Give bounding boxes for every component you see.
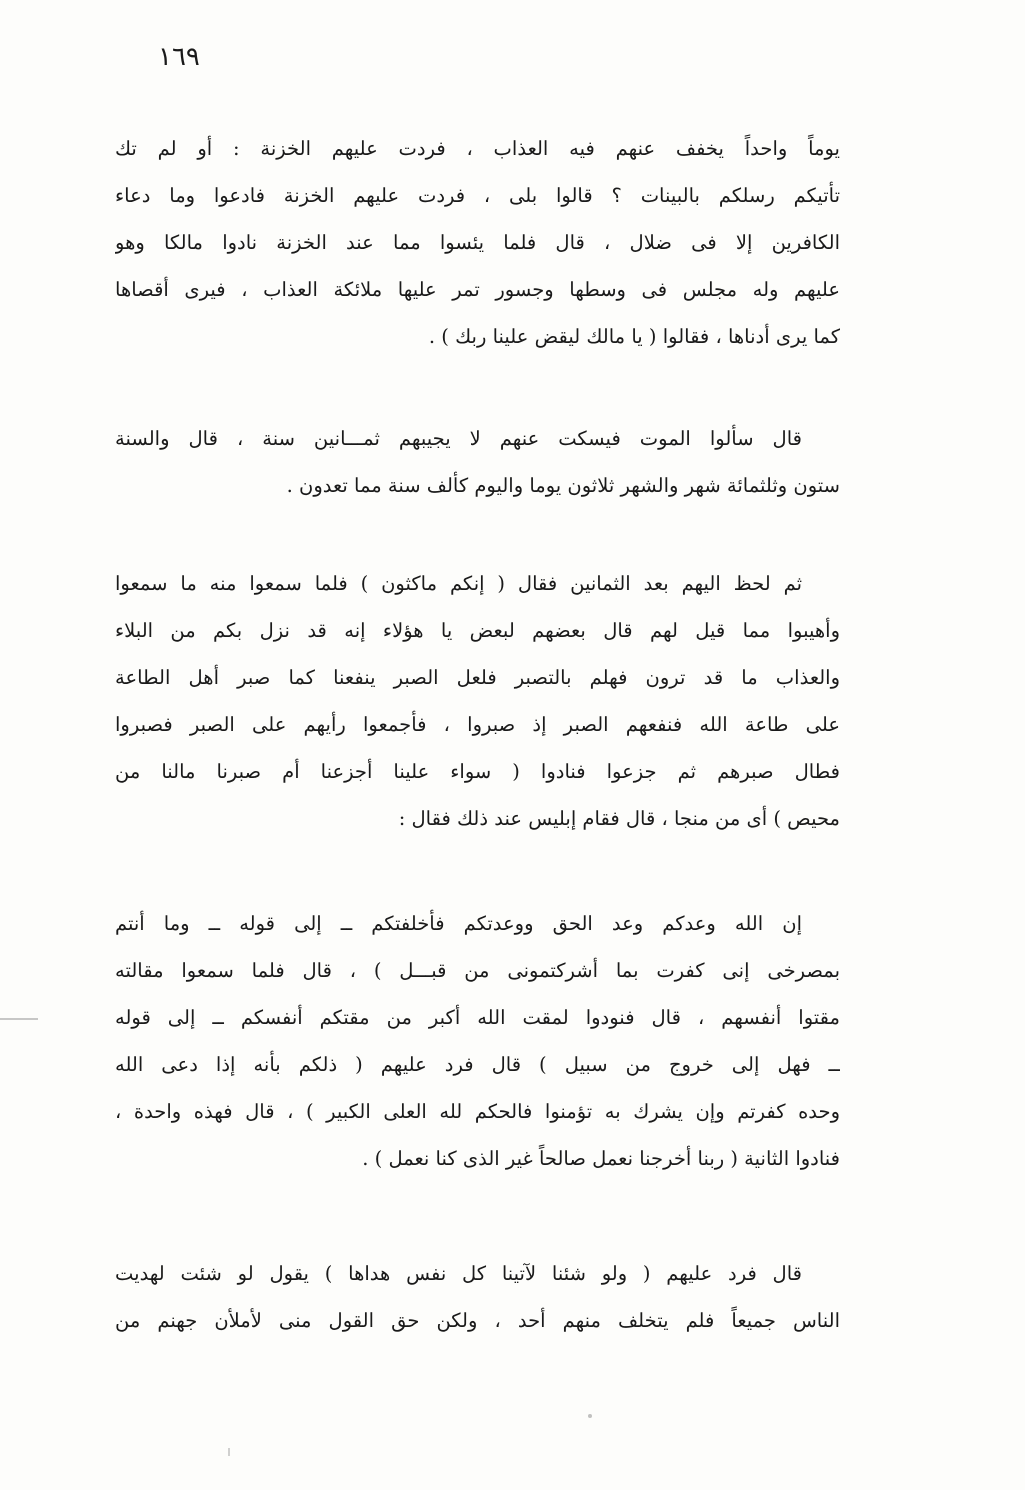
text-line: ثم لحظ اليهم بعد الثمانين فقال ( إنكم ماكثون ) فلما سمعوا منه ما سمعوا (115, 572, 802, 595)
text-line: الكافرين إلا فى ضلال ، قال فلما يئسوا مما عند الخزنة نادوا مالكا وهو (115, 231, 840, 254)
text-line: محيص ) أى من منجا ، قال فقام إبليس عند ذلك فقال : (398, 807, 840, 830)
text-line: فنادوا الثانية ( ربنا أخرجنا نعمل صالحاً غير الذى كنا نعمل ) . (362, 1147, 840, 1170)
scan-artifact-dash (228, 1448, 230, 1456)
paragraph-3 (115, 560, 840, 842)
text-line: إن الله وعدكم وعد الحق ووعدتكم فأخلفتكم ــ إلى قوله ــ وما أنتم (115, 912, 802, 935)
text-line: قال سألوا الموت فيسكت عنهم لا يجيبهم ثمـــانين سنة ، قال والسنة (115, 427, 802, 450)
text-line: قال فرد عليهم ( ولو شئنا لآتينا كل نفس هداها ) يقول لو شئت لهديت (115, 1262, 802, 1285)
text-line: الناس جميعاً فلم يتخلف منهم أحد ، ولكن حق القول منى لأملأن جهنم من (115, 1309, 840, 1332)
text-line: تأتيكم رسلكم بالبينات ؟ قالوا بلى ، فردت عليهم الخزنة فادعوا وما دعاء (115, 184, 840, 207)
text-line: يوماً واحداً يخفف عنهم فيه العذاب ، فردت عليهم الخزنة : أو لم تك (115, 137, 840, 160)
text-line: كما يرى أدناها ، فقالوا ( يا مالك ليقض علينا ربك ) . (428, 325, 840, 348)
text-line: بمصرخى إنى كفرت بما أشركتمونى من قبـــل ) ، قال فلما سمعوا مقالته (115, 959, 840, 982)
text-line: عليهم وله مجلس فى وسطها وجسور تمر عليها ملائكة العذاب ، فيرى أقصاها (115, 278, 840, 301)
text-line: ستون وثلثمائة شهر والشهر ثلاثون يوما واليوم كألف سنة مما تعدون . (286, 474, 840, 497)
scan-artifact-dot (588, 1414, 592, 1418)
page-number: ١٦٩ (158, 42, 200, 72)
text-line: والعذاب ما قد ترون فهلم بالتصبر فلعل الصبر ينفعنا كما صبر أهل الطاعة (115, 666, 840, 689)
scan-artifact-mark (0, 1018, 38, 1020)
paragraph-4 (115, 900, 840, 1182)
paragraph-1 (115, 125, 840, 360)
text-line: ــ فهل إلى خروج من سبيل ) قال فرد عليهم ( ذلكم بأنه إذا دعى الله (115, 1053, 840, 1076)
text-line: مقتوا أنفسهم ، قال فنودوا لمقت الله أكبر من مقتكم أنفسكم ــ إلى قوله (115, 1006, 840, 1029)
paragraph-2 (115, 415, 840, 509)
text-line: على طاعة الله فنفعهم الصبر إذ صبروا ، فأجمعوا رأيهم على الصبر فصبروا (115, 713, 840, 736)
text-line: فطال صبرهم ثم جزعوا فنادوا ( سواء علينا أجزعنا أم صبرنا مالنا من (115, 760, 840, 783)
text-line: وأهيبوا مما قيل لهم قال بعضهم لبعض يا هؤلاء إنه قد نزل بكم من البلاء (115, 619, 840, 642)
paragraph-5 (115, 1250, 840, 1344)
text-line: وحده كفرتم وإن يشرك به تؤمنوا فالحكم لله العلى الكبير ) ، قال فهذه واحدة ، (115, 1100, 840, 1123)
